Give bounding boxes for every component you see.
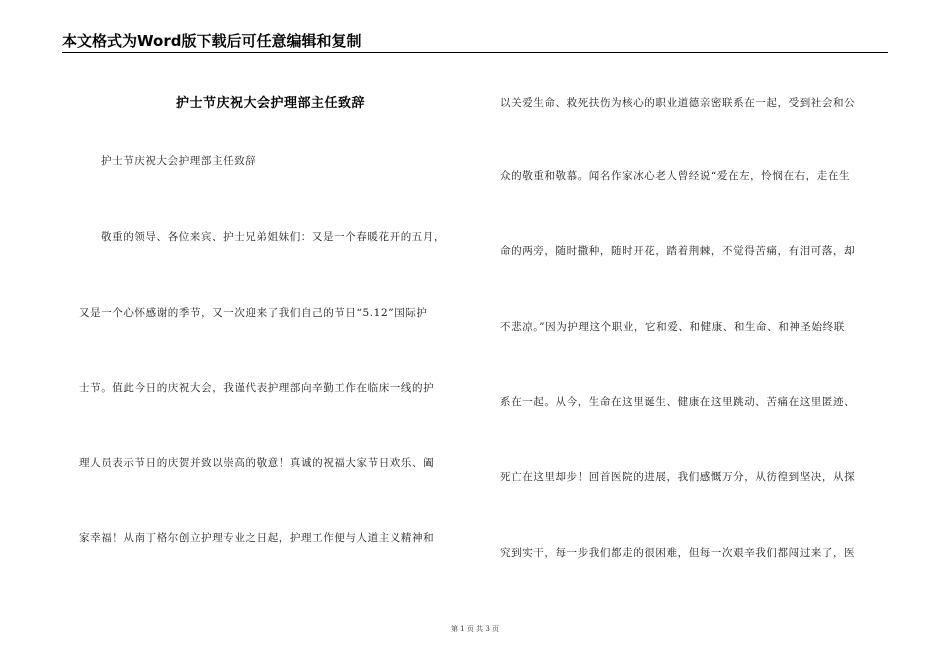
left-line-paragraph: 家幸福！从南丁格尔创立护理专业之日起，护理工作便与人道主义精神和 — [79, 532, 435, 544]
document-title: 护士节庆祝大会护理部主任致辞 — [175, 96, 365, 111]
header-banner: 本文格式为Word版下载后可任意编辑和复制 — [62, 32, 362, 50]
left-line-paragraph: 理人员表示节日的庆贺并致以崇高的敬意！真诚的祝福大家节日欢乐、阖 — [79, 457, 435, 469]
left-line-subtitle: 护士节庆祝大会护理部主任致辞 — [101, 155, 257, 167]
left-line-paragraph: 士节。值此今日的庆祝大会，我谨代表护理部向辛勤工作在临床一线的护 — [79, 382, 435, 394]
right-line-paragraph: 众的敬重和敬慕。闻名作家冰心老人曾经说“爱在左，怜悯在右，走在生 — [500, 170, 851, 182]
left-line-paragraph: 敬重的领导、各位来宾、护士兄弟姐妹们：又是一个春暖花开的五月， — [101, 231, 446, 243]
page-number: 第 1 页 共 3 页 — [450, 625, 500, 633]
right-line-paragraph: 不悲凉。”因为护理这个职业，它和爱、和健康、和生命、和神圣始终联 — [500, 321, 845, 333]
right-line-paragraph: 以关爱生命、救死扶伤为核心的职业道德亲密联系在一起，受到社会和公 — [500, 97, 856, 109]
right-line-paragraph: 死亡在这里却步！回首医院的进展，我们感慨万分，从彷徨到坚决，从探 — [500, 471, 856, 483]
right-line-paragraph: 究到实干，每一步我们都走的很困难，但每一次艰辛我们都闯过来了，医 — [500, 547, 856, 559]
left-line-paragraph: 又是一个心怀感谢的季节，又一次迎来了我们自己的节日“5.12”国际护 — [79, 307, 428, 319]
right-line-paragraph: 命的两旁，随时撒种，随时开花，踏着荆棘，不觉得苦痛，有泪可落，却 — [500, 245, 856, 257]
right-line-paragraph: 系在一起。从今，生命在这里诞生、健康在这里跳动、苦痛在这里匿迹、 — [500, 396, 856, 408]
header-divider — [62, 52, 888, 53]
